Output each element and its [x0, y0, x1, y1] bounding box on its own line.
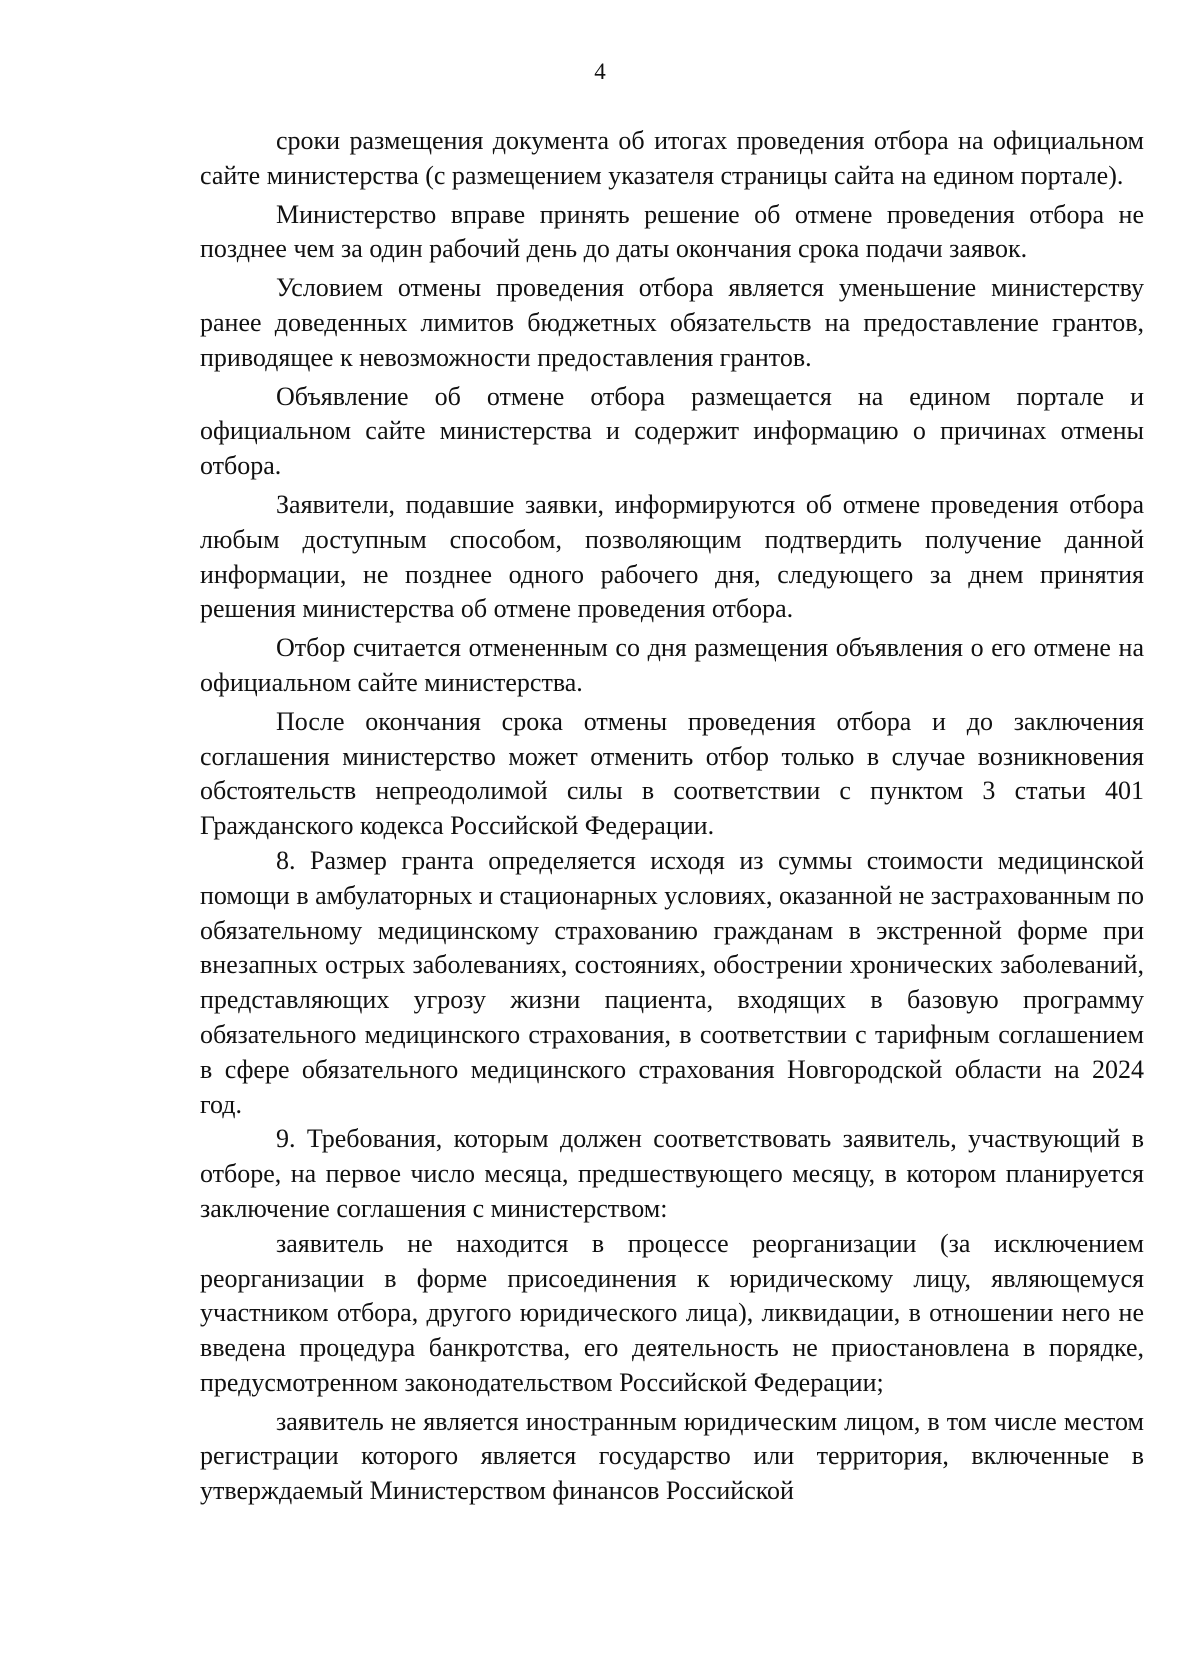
paragraph-force-majeure: После окончания срока отмены проведения отбора и до заключения соглашения министерство может отменить отбор только в случае возникновения обстоятельств непреодолимой силы в соответствии с пунктом 3 статьи 401 Гражданского кодекса Российской Федерации. [200, 706, 1144, 841]
paragraph-requirement-reorganization: заявитель не находится в процессе реорганизации (за исключением реорганизации в форме присоединения к юридическому лицу, являющемуся участником отбора, другого юридического лица), ликвидации, в отношении него не введена процедура банкротства, его деятельность не приостановлена в порядке, предусмотренном законодательством Российской Федерации; [200, 1228, 1144, 1397]
paragraph-item-9-requirements: 9. Требования, которым должен соответствовать заявитель, участвующий в отборе, на первое число месяца, предшествующего месяцу, в котором планируется заключение соглашения с министерством: [200, 1124, 1144, 1223]
paragraph-item-8-grant-size: 8. Размер гранта определяется исходя из суммы стоимости медицинской помощи в амбулаторных и стационарных условиях, оказанной не застрахованным по обязательному медицинскому страхованию гражданам в экстренной форме при внезапных острых заболеваниях, состояниях, обострении хронических заболеваний, представляющих угрозу жизни пациента, входящих в базовую программу обязательного медицинского страхования, в соответствии с тарифным соглашением в сфере обязательного медицинского страхования Новгородской области на 2024 год. [200, 845, 1144, 1119]
page-number: 4 [594, 59, 606, 84]
paragraph-applicant-notification: Заявители, подавшие заявки, информируются об отмене проведения отбора любым доступным способом, позволяющим подтвердить получение данной информации, не позднее одного рабочего дня, следующего за днем принятия решения министерства об отмене проведения отбора. [200, 489, 1144, 624]
paragraph-cancellation-condition: Условием отмены проведения отбора является уменьшение министерству ранее доведенных лимитов бюджетных обязательств на предоставление грантов, приводящее к невозможности предоставления грантов. [200, 273, 1144, 372]
paragraph-publication-deadlines: сроки размещения документа об итогах проведения отбора на официальном сайте министерства (с размещением указателя страницы сайта на едином портале). [200, 126, 1144, 190]
paragraph-cancellation-effective: Отбор считается отмененным со дня размещения объявления о его отмене на официальном сайте министерства. [200, 633, 1144, 697]
paragraph-requirement-foreign-entity: заявитель не является иностранным юридическим лицом, в том числе местом регистрации которого является государство или территория, включенные в утверждаемый Министерством финансов Российской [200, 1406, 1144, 1506]
paragraph-cancellation-announcement: Объявление об отмене отбора размещается на едином портале и официальном сайте министерства и содержит информацию о причинах отмены отбора. [200, 381, 1144, 481]
paragraph-cancellation-right: Министерство вправе принять решение об отмене проведения отбора не позднее чем за один рабочий день до даты окончания срока подачи заявок. [200, 199, 1144, 264]
document-body [200, 124, 1144, 1513]
